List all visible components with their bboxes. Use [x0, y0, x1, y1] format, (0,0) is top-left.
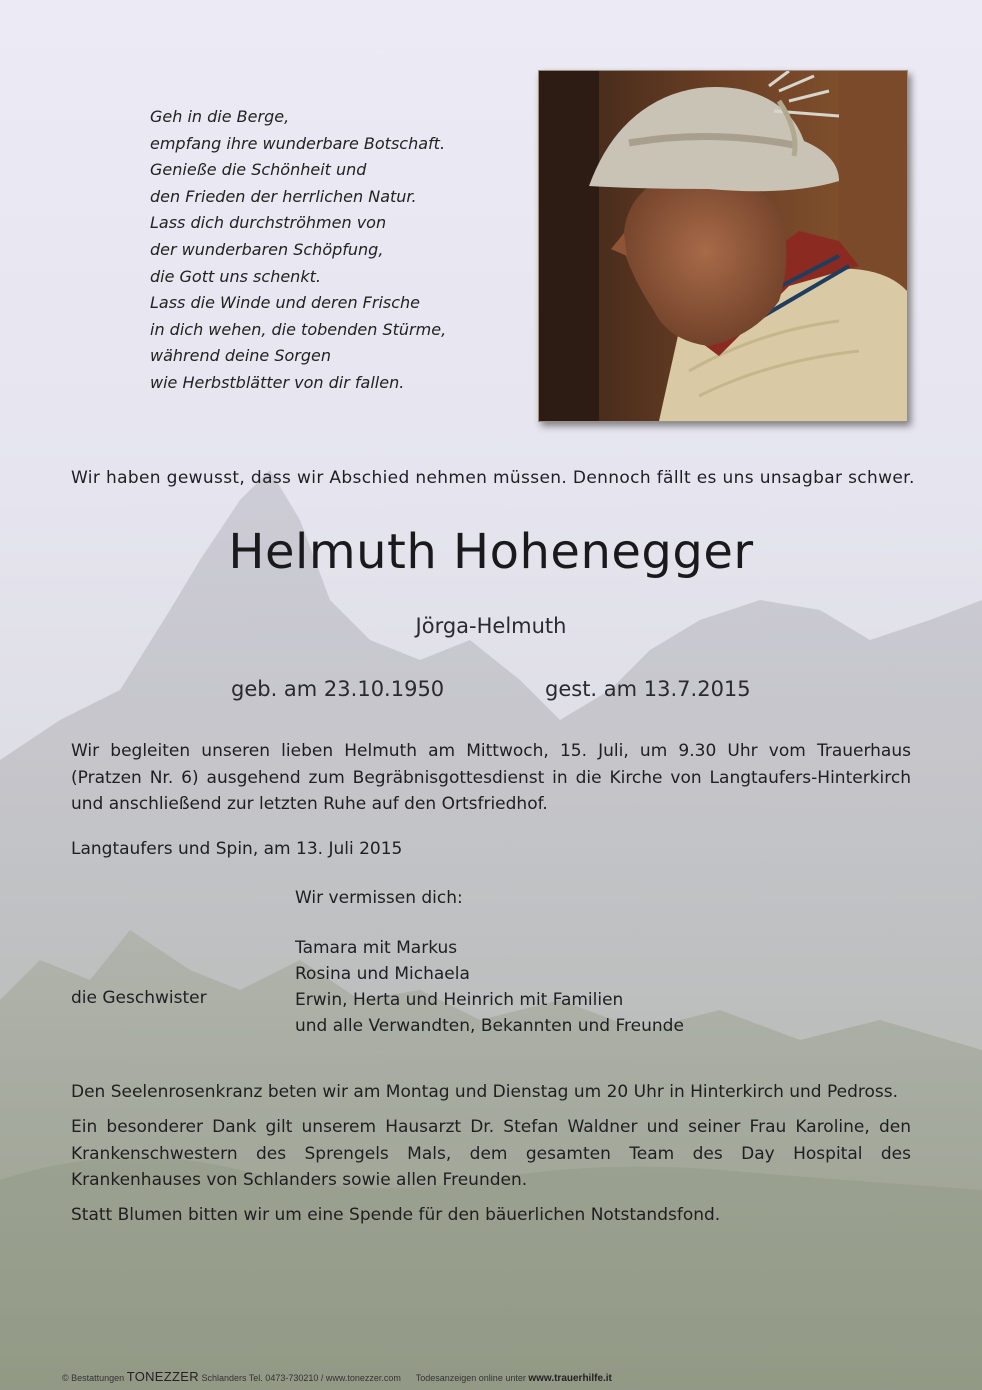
footer-online-text: Todesanzeigen online unter: [415, 1373, 526, 1383]
birth-date: geb. am 23.10.1950: [231, 677, 445, 701]
deceased-name: Helmuth Hohenegger: [228, 524, 754, 580]
deceased-nickname: Jörga-Helmuth: [415, 614, 567, 638]
mourners-title: Wir vermissen dich:: [295, 888, 463, 908]
portrait-illustration: [539, 71, 907, 421]
footer-online-link[interactable]: www.trauerhilfe.it: [528, 1373, 612, 1384]
footer-prefix: © Bestattungen: [62, 1373, 125, 1383]
donation-request: Statt Blumen bitten wir um eine Spende für den bäuerlichen Notstandsfond.: [71, 1205, 721, 1225]
poem-line: Geh in die Berge,: [150, 107, 290, 126]
poem-line: Lass die Winde und deren Frische: [150, 293, 421, 313]
footer-details: Schlanders Tel. 0473-730210 / www.tonezzer.com: [201, 1373, 401, 1383]
poem-line: empfang ihre wunderbare Botschaft.: [150, 133, 446, 153]
poem-line: in dich wehen, die tobenden Stürme,: [150, 319, 447, 339]
poem: [150, 104, 490, 397]
poem-line: den Frieden der herrlichen Natur.: [150, 186, 417, 206]
footer: [62, 1369, 612, 1384]
poem-line: die Gott uns schenkt.: [150, 266, 321, 286]
intro-text: Wir haben gewusst, dass wir Abschied nehmen müssen. Dennoch fällt es uns unsagbar schwer.: [71, 468, 915, 488]
mourner-entry: Erwin, Herta und Heinrich mit Familien: [295, 990, 624, 1010]
poem-line: wie Herbstblätter von dir fallen.: [150, 372, 405, 392]
poem-line: Lass dich durchströhmen von: [150, 213, 387, 233]
poem-line: während deine Sorgen: [150, 346, 332, 366]
rosary-announcement: Den Seelenrosenkranz beten wir am Montag und Dienstag um 20 Uhr in Hinterkirch und Pedross.: [71, 1082, 899, 1102]
death-date: gest. am 13.7.2015: [545, 677, 751, 701]
mourner-entry: Rosina und Michaela: [295, 964, 470, 984]
mourners-list: [295, 935, 684, 1039]
funeral-announcement: Wir begleiten unseren lieben Helmuth am Mittwoch, 15. Juli, um 9.30 Uhr vom Trauerhaus (Pratzen Nr. 6) ausgehend zum Begräbnisgottesdienst in die Kirche von Langtaufers-Hinterkirch und anschließend zur letzten Ruhe auf den Ortsfriedhof.: [71, 741, 911, 814]
place-and-date: Langtaufers und Spin, am 13. Juli 2015: [71, 839, 403, 859]
siblings-label: die Geschwister: [71, 988, 207, 1008]
portrait-photo: [538, 70, 908, 422]
footer-brand: TONEZZER: [126, 1369, 199, 1384]
thanks-text: Ein besonderer Dank gilt unserem Hausarzt Dr. Stefan Waldner und seiner Frau Karoline, den Krankenschwestern des Sprengels Mals, dem gesamten Team des Day Hospital des Krankenhauses von Schlanders sowie allen Freunden.: [71, 1117, 911, 1190]
poem-line: der wunderbaren Schöpfung,: [150, 239, 384, 259]
mourner-entry: und alle Verwandten, Bekannten und Freunde: [295, 1016, 684, 1036]
mourner-entry: Tamara mit Markus: [295, 938, 458, 958]
poem-line: Genieße die Schönheit und: [150, 160, 367, 180]
